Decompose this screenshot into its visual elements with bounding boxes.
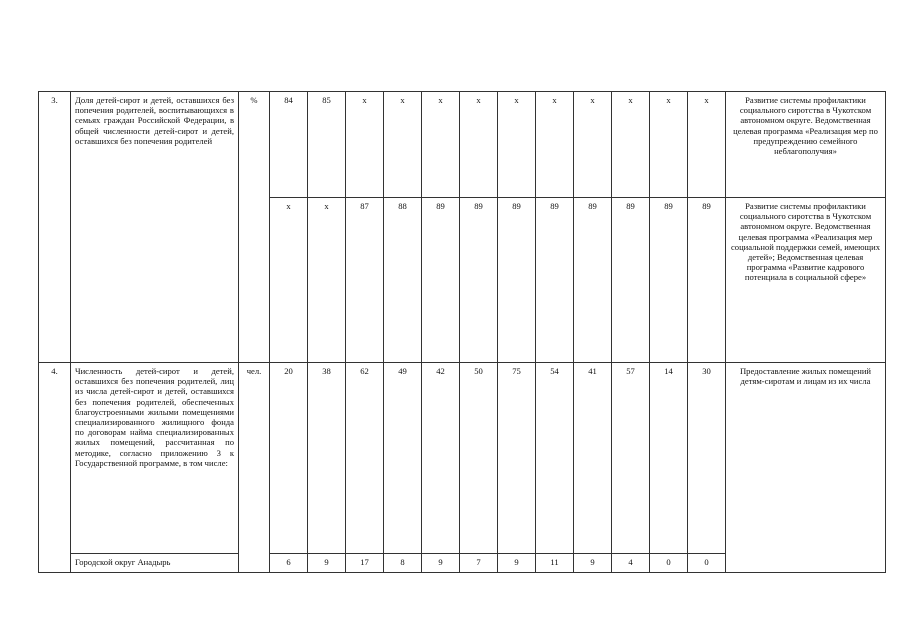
indicator-name: Численность детей-сирот и детей, оставшихся без попечения родителей, лиц из числа детей-сирот и детей, оставшихся без попечения родителей, обеспеченных благоустроенными жилыми помещениями специализированного жилищного фонда по договорам найма специализированных жилых помещений, рассчитанная по методике, согласно приложению 3 к Государственной программе, в том числе:	[71, 363, 239, 554]
value-cell: x	[270, 198, 308, 363]
table-row	[39, 92, 886, 198]
value-cell: x	[574, 92, 612, 198]
value-cell: 7	[460, 554, 498, 573]
value-cell: 88	[384, 198, 422, 363]
value-cell: 0	[688, 554, 726, 573]
value-cell: x	[688, 92, 726, 198]
value-cell: 11	[536, 554, 574, 573]
value-cell: 62	[346, 363, 384, 554]
value-cell: 20	[270, 363, 308, 554]
value-cell: 87	[346, 198, 384, 363]
value-cell: 89	[460, 198, 498, 363]
value-cell: x	[422, 92, 460, 198]
value-cell: 9	[498, 554, 536, 573]
value-cell: 9	[574, 554, 612, 573]
value-cell: 89	[574, 198, 612, 363]
value-cell: x	[346, 92, 384, 198]
row-number: 3.	[39, 92, 71, 363]
value-cell: 54	[536, 363, 574, 554]
program-cell: Развитие системы профилактики социального сиротства в Чукотском автономном округе. Ведомственная целевая программа «Реализация мер социальной поддержки семей, имеющих детей»; Ведомственная целевая программа «Развитие кадрового потенциала в социальной сфере»	[726, 198, 886, 363]
value-cell: 42	[422, 363, 460, 554]
program-cell: Развитие системы профилактики социального сиротства в Чукотском автономном округе. Ведомственная целевая программа «Реализация мер по предупреждению семейного неблагополучия»	[726, 92, 886, 198]
table-row	[39, 363, 886, 554]
value-cell: 41	[574, 363, 612, 554]
value-cell: 14	[650, 363, 688, 554]
value-cell: x	[498, 92, 536, 198]
value-cell: x	[536, 92, 574, 198]
indicators-table	[38, 91, 886, 573]
subrow-label: Городской округ Анадырь	[71, 554, 239, 573]
indicator-name: Доля детей-сирот и детей, оставшихся без попечения родителей, воспитывающихся в семьях граждан Российской Федерации, в общей численности детей-сирот и детей, оставшихся без попечения родителей	[71, 92, 239, 363]
value-cell: x	[650, 92, 688, 198]
value-cell: 49	[384, 363, 422, 554]
value-cell: 84	[270, 92, 308, 198]
value-cell: 9	[422, 554, 460, 573]
value-cell: 89	[612, 198, 650, 363]
row-number: 4.	[39, 363, 71, 573]
value-cell: 6	[270, 554, 308, 573]
program-cell: Предоставление жилых помещений детям-сиротам и лицам из их числа	[726, 363, 886, 573]
unit-cell: чел.	[239, 363, 270, 573]
value-cell: 75	[498, 363, 536, 554]
value-cell: 4	[612, 554, 650, 573]
value-cell: 9	[308, 554, 346, 573]
value-cell: 8	[384, 554, 422, 573]
value-cell: x	[612, 92, 650, 198]
value-cell: 17	[346, 554, 384, 573]
value-cell: 85	[308, 92, 346, 198]
value-cell: 89	[650, 198, 688, 363]
unit-cell: %	[239, 92, 270, 363]
value-cell: x	[384, 92, 422, 198]
value-cell: 89	[422, 198, 460, 363]
value-cell: 57	[612, 363, 650, 554]
value-cell: 89	[498, 198, 536, 363]
value-cell: 89	[688, 198, 726, 363]
value-cell: 89	[536, 198, 574, 363]
value-cell: 0	[650, 554, 688, 573]
value-cell: 50	[460, 363, 498, 554]
value-cell: 38	[308, 363, 346, 554]
value-cell: 30	[688, 363, 726, 554]
value-cell: x	[308, 198, 346, 363]
value-cell: x	[460, 92, 498, 198]
